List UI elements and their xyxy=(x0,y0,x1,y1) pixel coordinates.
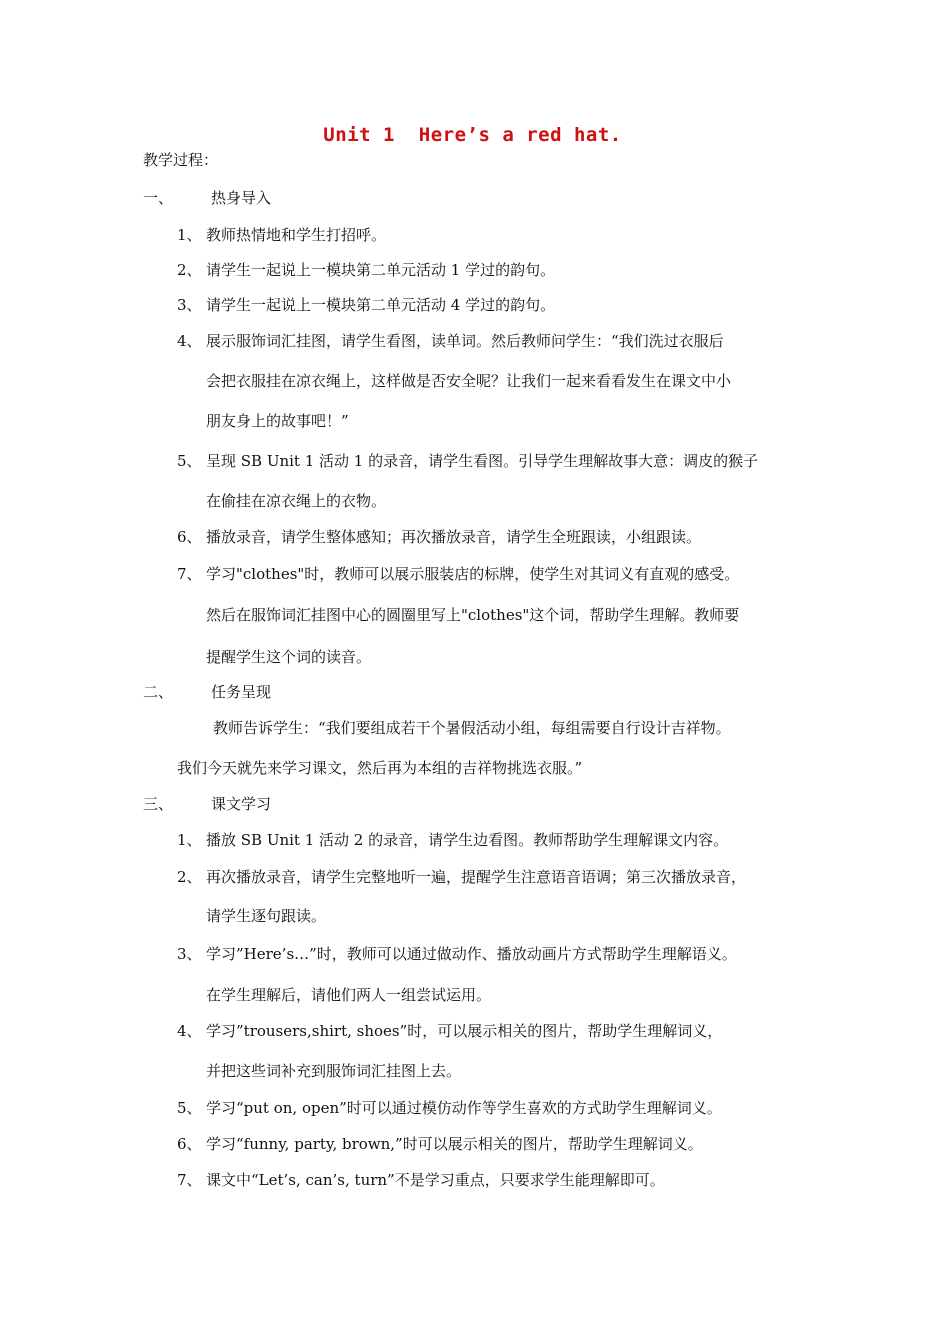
section-1-title: 热身导入 xyxy=(211,189,272,207)
list-item-number: 6、 xyxy=(177,528,202,546)
list-item-text: 课文中“Let’s, can’s, turn”不是学习重点，只要求学生能理解即可。 xyxy=(206,1171,665,1189)
list-item-text: 学习"clothes"时，教师可以展示服装店的标牌，使学生对其词义有直观的感受。 xyxy=(206,565,740,583)
list-item-text: 教师热情地和学生打招呼。 xyxy=(206,226,387,244)
list-item-text: 学习”trousers,shirt, shoes”时，可以展示相关的图片，帮助学生理解词义， xyxy=(206,1022,723,1040)
list-item-number: 7、 xyxy=(177,1171,202,1189)
list-item-text: 朋友身上的故事吧！” xyxy=(206,412,349,430)
list-item-text: 提醒学生这个词的读音。 xyxy=(206,648,372,666)
list-item-text: 然后在服饰词汇挂图中心的圆圈里写上"clothes"这个词，帮助学生理解。教师要 xyxy=(206,606,740,624)
section-3-title: 课文学习 xyxy=(211,795,272,813)
document-title: Unit 1 Here’s a red hat. xyxy=(323,124,622,146)
paragraph-text: 我们今天就先来学习课文，然后再为本组的吉祥物挑选衣服。” xyxy=(177,759,583,777)
list-item-text: 播放 SB Unit 1 活动 2 的录音，请学生边看图。教师帮助学生理解课文内容。 xyxy=(206,831,729,849)
list-item-number: 6、 xyxy=(177,1135,202,1153)
list-item-text: 学习“funny, party, brown,”时可以展示相关的图片，帮助学生理解词义。 xyxy=(206,1135,703,1153)
list-item-text: 播放录音，请学生整体感知；再次播放录音，请学生全班跟读，小组跟读。 xyxy=(206,528,702,546)
section-intro: 教学过程： xyxy=(143,151,219,169)
section-3-number: 三、 xyxy=(143,795,174,813)
list-item-text: 展示服饰词汇挂图，请学生看图，读单词。然后教师问学生：“我们洗过衣服后 xyxy=(206,332,724,350)
list-item-text: 会把衣服挂在凉衣绳上，这样做是否安全呢？让我们一起来看看发生在课文中小 xyxy=(206,372,732,390)
list-item-text: 呈现 SB Unit 1 活动 1 的录音，请学生看图。引导学生理解故事大意：调皮的猴子 xyxy=(206,452,759,470)
list-item-number: 2、 xyxy=(177,868,202,886)
section-2-title: 任务呈现 xyxy=(211,683,272,701)
list-item-number: 4、 xyxy=(177,1022,202,1040)
list-item-number: 1、 xyxy=(177,226,202,244)
list-item-number: 7、 xyxy=(177,565,202,583)
section-1-number: 一、 xyxy=(143,189,174,207)
list-item-text: 在学生理解后，请他们两人一组尝试运用。 xyxy=(206,986,492,1004)
list-item-number: 4、 xyxy=(177,332,202,350)
list-item-text: 学习”Here’s…”时，教师可以通过做动作、播放动画片方式帮助学生理解语义。 xyxy=(206,945,737,963)
list-item-text: 在偷挂在凉衣绳上的衣物。 xyxy=(206,492,387,510)
list-item-text: 请学生一起说上一模块第二单元活动 1 学过的韵句。 xyxy=(206,261,556,279)
list-item-number: 2、 xyxy=(177,261,202,279)
list-item-text: 请学生一起说上一模块第二单元活动 4 学过的韵句。 xyxy=(206,296,556,314)
list-item-number: 5、 xyxy=(177,452,202,470)
list-item-text: 再次播放录音，请学生完整地听一遍，提醒学生注意语音语调；第三次播放录音， xyxy=(206,868,747,886)
list-item-number: 3、 xyxy=(177,296,202,314)
list-item-number: 1、 xyxy=(177,831,202,849)
list-item-number: 3、 xyxy=(177,945,202,963)
section-2-number: 二、 xyxy=(143,683,174,701)
list-item-text: 并把这些词补充到服饰词汇挂图上去。 xyxy=(206,1062,462,1080)
list-item-number: 5、 xyxy=(177,1099,202,1117)
list-item-text: 请学生逐句跟读。 xyxy=(206,907,327,925)
list-item-text: 学习“put on, open”时可以通过模仿动作等学生喜欢的方式助学生理解词义。 xyxy=(206,1099,722,1117)
paragraph-text: 教师告诉学生：“我们要组成若干个暑假活动小组，每组需要自行设计吉祥物。 xyxy=(213,719,731,737)
